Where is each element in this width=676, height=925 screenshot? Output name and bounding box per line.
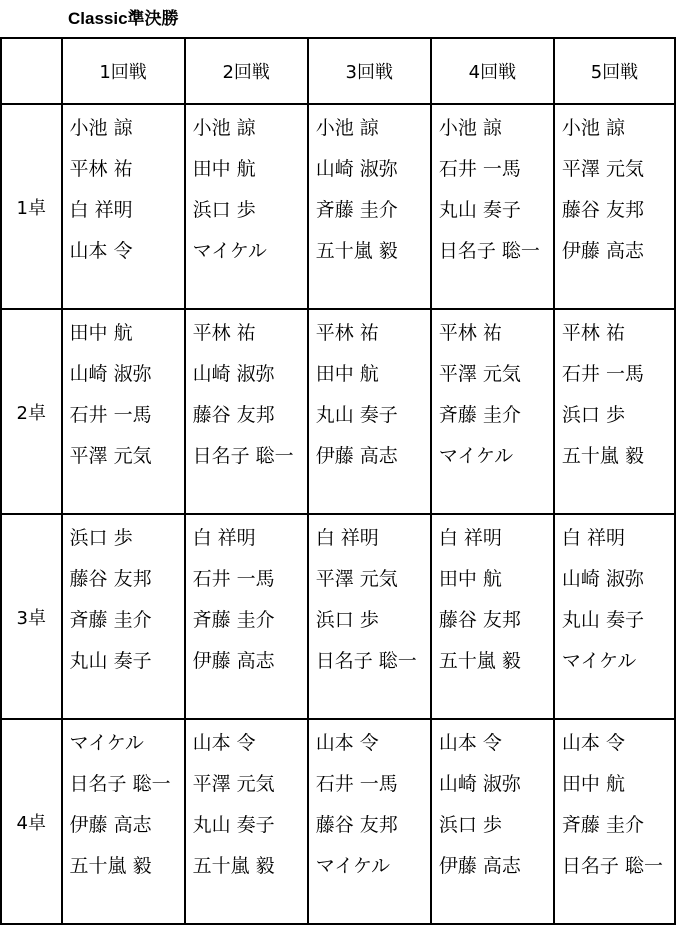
player-name: 伊藤 高志	[315, 445, 398, 467]
player-list	[186, 105, 307, 277]
round-cell	[308, 104, 431, 309]
player-name: 平林 祐	[561, 322, 625, 344]
player-name: 石井 一馬	[69, 404, 152, 426]
player-name: 平林 祐	[315, 322, 379, 344]
round-cell	[308, 309, 431, 514]
player-name: 五十嵐 毅	[561, 445, 644, 467]
player-name: 浜口 歩	[438, 814, 502, 836]
table-label: 4卓	[1, 719, 62, 924]
player-name: 石井 一馬	[192, 568, 275, 590]
player-list	[432, 105, 553, 277]
schedule-table	[0, 37, 676, 925]
round-cell	[431, 309, 554, 514]
player-name: 丸山 奏子	[315, 404, 398, 426]
player-name: 白 祥明	[561, 527, 625, 549]
round-cell	[185, 514, 308, 719]
player-name: 斉藤 圭介	[69, 609, 152, 631]
player-name: 浜口 歩	[192, 199, 256, 221]
round-cell	[62, 514, 185, 719]
player-name: マイケル	[561, 650, 637, 672]
table-label: 1卓	[1, 104, 62, 309]
round-header: 1回戦	[62, 38, 185, 104]
player-name: 日名子 聡一	[192, 445, 294, 467]
player-list	[63, 105, 184, 277]
player-list	[309, 105, 430, 277]
player-name: 白 祥明	[438, 527, 502, 549]
round-header: 4回戦	[431, 38, 554, 104]
player-name: 小池 諒	[561, 117, 625, 139]
player-name: 平林 祐	[69, 158, 133, 180]
player-name: 斉藤 圭介	[438, 404, 521, 426]
round-cell	[185, 719, 308, 924]
round-cell	[431, 719, 554, 924]
player-name: 丸山 奏子	[69, 650, 152, 672]
player-name: 小池 諒	[192, 117, 256, 139]
player-list	[186, 515, 307, 687]
player-list	[555, 105, 674, 277]
player-name: マイケル	[69, 732, 144, 754]
page-title: Classic準決勝	[68, 9, 179, 28]
player-name: 白 祥明	[192, 527, 256, 549]
player-name: 小池 諒	[438, 117, 502, 139]
player-name: 丸山 奏子	[561, 609, 644, 631]
player-list	[186, 310, 307, 482]
player-name: 浜口 歩	[561, 404, 625, 426]
player-name: 田中 航	[561, 773, 625, 795]
round-cell	[308, 514, 431, 719]
player-name: マイケル	[438, 445, 514, 467]
player-name: 藤谷 友邦	[69, 568, 152, 590]
player-name: 小池 諒	[315, 117, 379, 139]
round-header: 2回戦	[185, 38, 308, 104]
player-name: 平澤 元気	[315, 568, 398, 590]
header-row	[1, 38, 675, 104]
round-header: 3回戦	[308, 38, 431, 104]
player-name: 山本 令	[192, 732, 256, 754]
round-cell	[62, 719, 185, 924]
player-name: 山崎 淑弥	[438, 773, 521, 795]
player-name: 藤谷 友邦	[438, 609, 521, 631]
player-name: 平澤 元気	[438, 363, 521, 385]
round-cell	[431, 104, 554, 309]
player-name: 日名子 聡一	[561, 855, 663, 877]
table-row	[1, 309, 675, 514]
round-cell	[185, 309, 308, 514]
player-list	[432, 310, 553, 482]
player-name: 白 祥明	[69, 199, 133, 221]
player-name: マイケル	[315, 855, 391, 877]
table-row	[1, 719, 675, 924]
player-name: 平林 祐	[438, 322, 502, 344]
player-name: マイケル	[192, 240, 267, 262]
player-name: 山本 令	[315, 732, 379, 754]
player-name: 斉藤 圭介	[192, 609, 275, 631]
player-name: 山本 令	[561, 732, 625, 754]
player-list	[555, 515, 674, 687]
player-name: 山崎 淑弥	[192, 363, 275, 385]
player-name: 五十嵐 毅	[192, 855, 275, 877]
player-name: 伊藤 高志	[438, 855, 521, 877]
player-name: 田中 航	[192, 158, 256, 180]
player-name: 日名子 聡一	[315, 650, 417, 672]
player-name: 伊藤 高志	[69, 814, 152, 836]
player-name: 平林 祐	[192, 322, 256, 344]
round-cell	[554, 104, 675, 309]
player-name: 斉藤 圭介	[315, 199, 398, 221]
player-name: 斉藤 圭介	[561, 814, 644, 836]
round-cell	[554, 719, 675, 924]
player-name: 浜口 歩	[69, 527, 133, 549]
player-name: 丸山 奏子	[192, 814, 275, 836]
player-name: 白 祥明	[315, 527, 379, 549]
round-cell	[62, 104, 185, 309]
player-name: 藤谷 友邦	[192, 404, 275, 426]
player-list	[309, 310, 430, 482]
player-name: 藤谷 友邦	[315, 814, 398, 836]
player-name: 田中 航	[438, 568, 502, 590]
player-name: 石井 一馬	[561, 363, 644, 385]
round-cell	[308, 719, 431, 924]
table-label: 3卓	[1, 514, 62, 719]
round-cell	[185, 104, 308, 309]
player-name: 伊藤 高志	[561, 240, 644, 262]
round-cell	[431, 514, 554, 719]
player-list	[63, 515, 184, 687]
player-list	[63, 720, 184, 892]
player-name: 山崎 淑弥	[69, 363, 152, 385]
table-row	[1, 514, 675, 719]
player-name: 丸山 奏子	[438, 199, 521, 221]
player-name: 山本 令	[69, 240, 133, 262]
player-name: 浜口 歩	[315, 609, 379, 631]
player-name: 五十嵐 毅	[315, 240, 398, 262]
player-name: 平澤 元気	[561, 158, 644, 180]
player-name: 田中 航	[315, 363, 379, 385]
player-list	[309, 515, 430, 687]
player-list	[555, 310, 674, 482]
player-list	[432, 720, 553, 892]
round-cell	[554, 514, 675, 719]
table-row	[1, 104, 675, 309]
player-name: 平澤 元気	[192, 773, 275, 795]
player-name: 五十嵐 毅	[438, 650, 521, 672]
player-name: 小池 諒	[69, 117, 133, 139]
player-list	[432, 515, 553, 687]
player-name: 日名子 聡一	[69, 773, 171, 795]
player-name: 石井 一馬	[438, 158, 521, 180]
player-list	[309, 720, 430, 892]
player-name: 平澤 元気	[69, 445, 152, 467]
corner-cell	[1, 38, 62, 104]
player-name: 山崎 淑弥	[315, 158, 398, 180]
player-name: 石井 一馬	[315, 773, 398, 795]
round-cell	[554, 309, 675, 514]
player-name: 山本 令	[438, 732, 502, 754]
player-list	[63, 310, 184, 482]
player-name: 五十嵐 毅	[69, 855, 152, 877]
player-name: 日名子 聡一	[438, 240, 540, 262]
player-name: 藤谷 友邦	[561, 199, 644, 221]
round-cell	[62, 309, 185, 514]
player-name: 田中 航	[69, 322, 133, 344]
player-list	[186, 720, 307, 892]
player-name: 伊藤 高志	[192, 650, 275, 672]
table-label: 2卓	[1, 309, 62, 514]
player-name: 山崎 淑弥	[561, 568, 644, 590]
round-header: 5回戦	[554, 38, 675, 104]
player-list	[555, 720, 674, 892]
